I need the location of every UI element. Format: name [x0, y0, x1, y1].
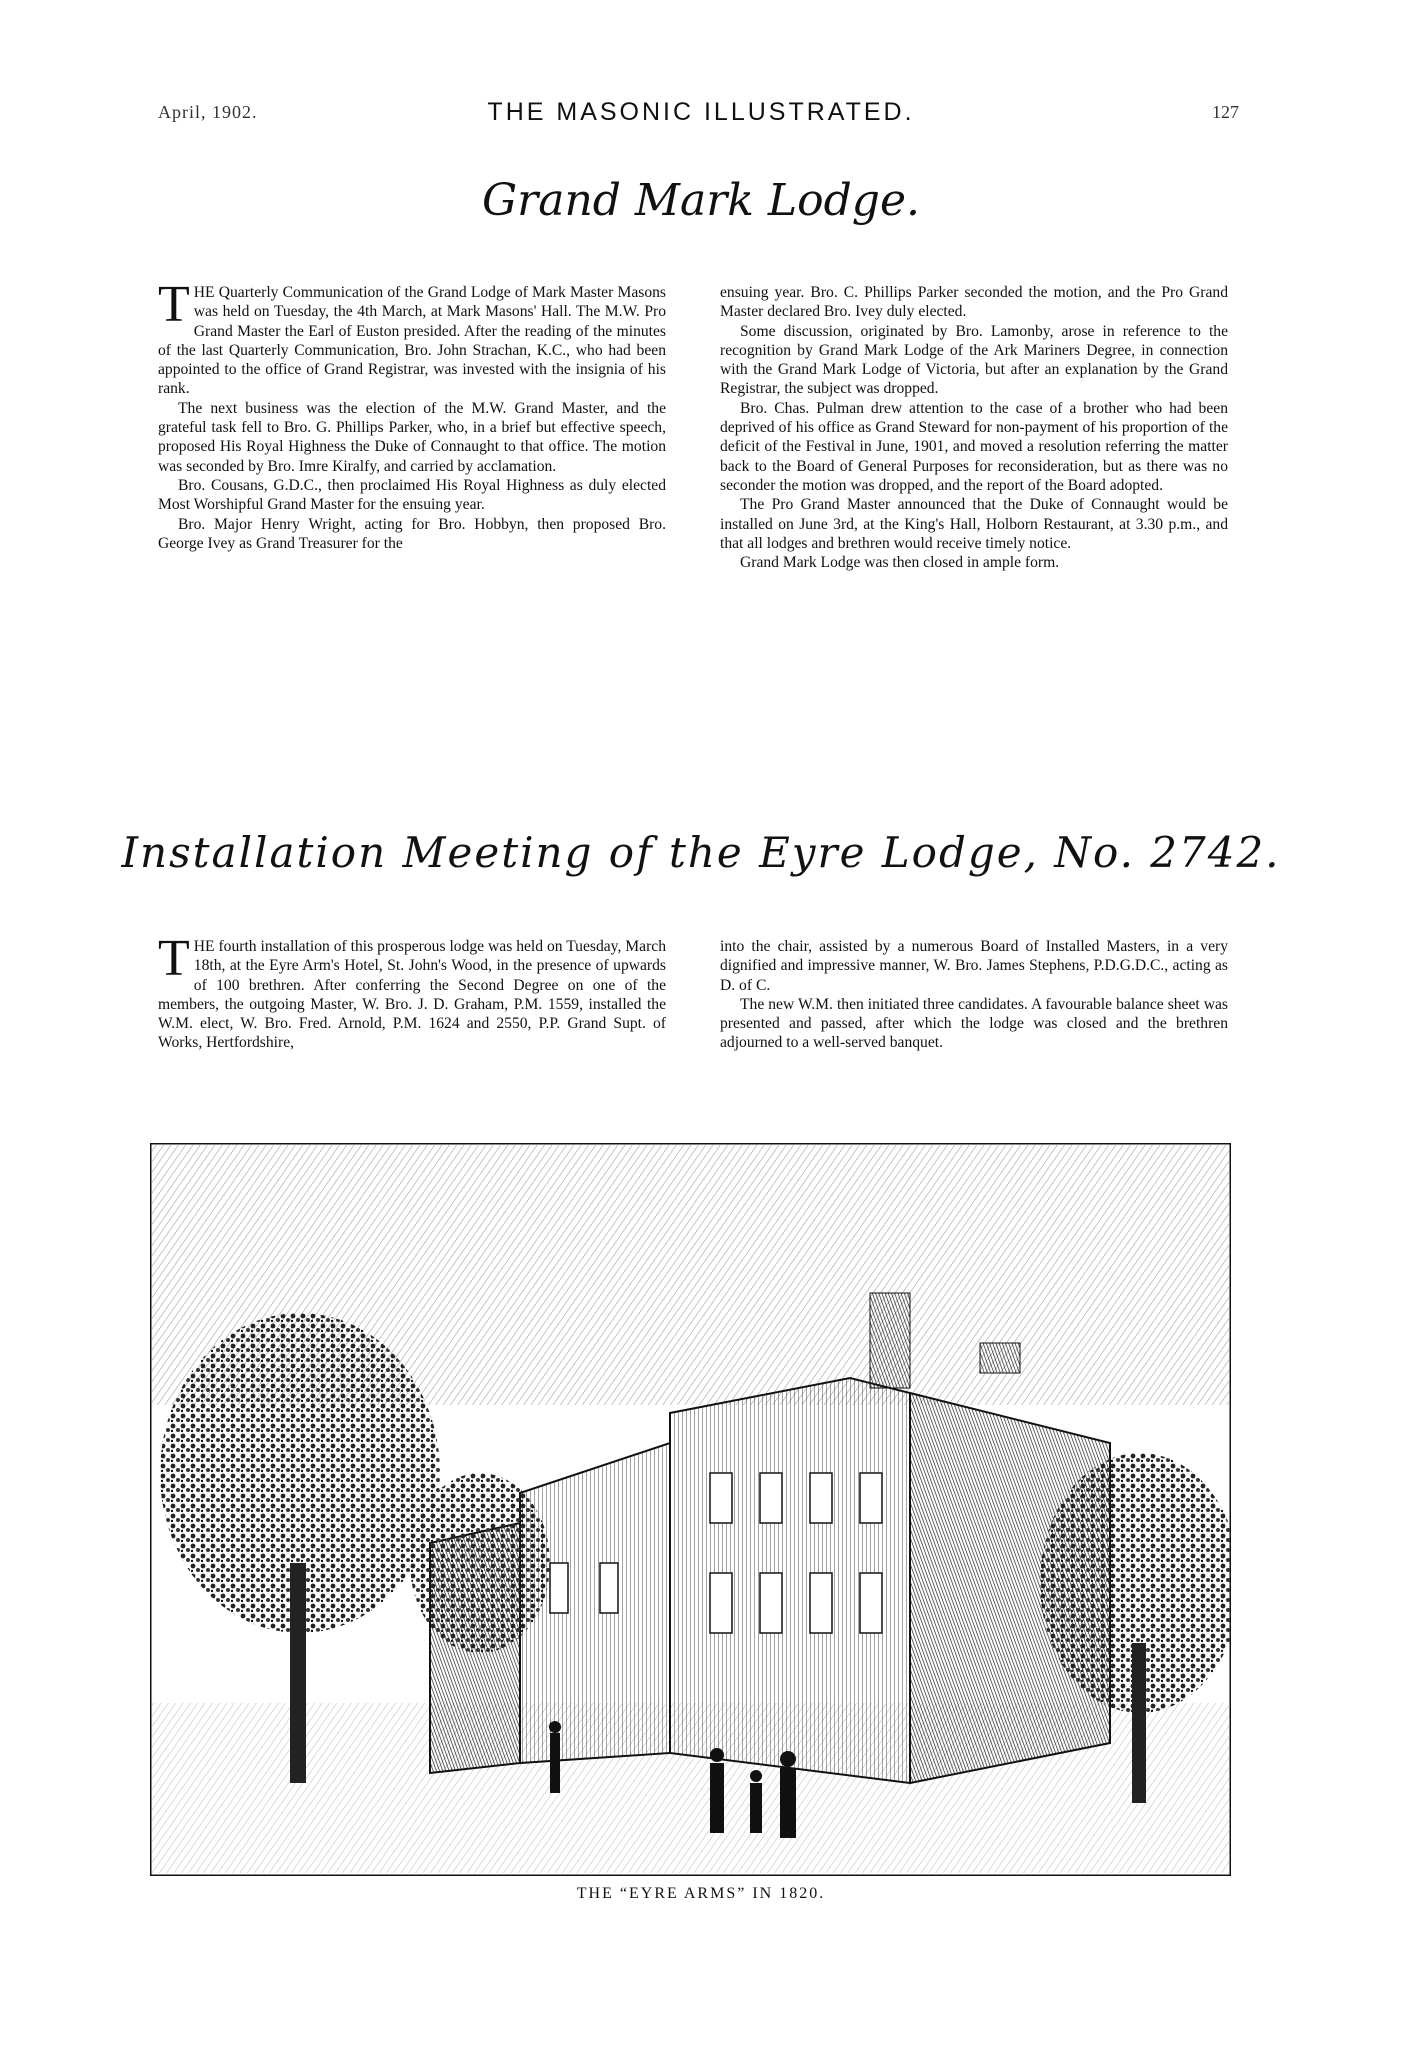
- article2-paragraph-2: The new W.M. then initiated three candidates. A favourable balance sheet was presented and passed, after which the lodge was closed and the brethren adjourned to a well-served banquet.: [720, 995, 1228, 1052]
- article2-column-right: [720, 937, 1228, 1053]
- article1-paragraph-4-cont: ensuing year. Bro. C. Phillips Parker seconded the motion, and the Pro Grand Master declared Bro. Ivey duly elected.: [720, 284, 1228, 321]
- article2-paragraph-1: THE fourth installation of this prosperous lodge was held on Tuesday, March 18th, at the Eyre Arm's Hotel, St. John's Wood, in the presence of upwards of 100 brethren. After conferring the Second Degree on one of the members, the outgoing Master, W. Bro. J. D. Graham, P.M. 1559, installed the W.M. elect, W. Bro. Fred. Arnold, P.M. 1624 and 2550, P.P. Grand Supt. of Works, Hertfordshire,: [158, 930, 666, 1052]
- article1-paragraph-3: Bro. Cousans, G.D.C., then proclaimed His Royal Highness as duly elected Most Worshipful Grand Master for the ensuing year.: [158, 476, 666, 514]
- page-number: 127: [1212, 102, 1239, 122]
- eyre-arms-engraving: [150, 1143, 1231, 1876]
- article2-column-left: [158, 930, 666, 1053]
- running-header: [0, 98, 1402, 128]
- article1-paragraph-2: The next business was the election of the M.W. Grand Master, and the grateful task fell to Bro. G. Phillips Parker, who, in a brief but effective speech, proposed His Royal Highness the Duke of Connaught to that office. The motion was seconded by Bro. Imre Kiralfy, and carried by acclamation.: [158, 399, 666, 475]
- article-title-grand-mark-lodge: Grand Mark Lodge.: [482, 175, 920, 226]
- illustration-caption: THE “EYRE ARMS” IN 1820.: [576, 1885, 826, 1902]
- article1-paragraph-7: The Pro Grand Master announced that the Duke of Connaught would be installed on June 3rd, at the King's Hall, Holborn Restaurant, at 3.30 p.m., and that all lodges and brethren would receive timely notice.: [720, 496, 1228, 552]
- article1-paragraph-8: Grand Mark Lodge was then closed in ample form.: [740, 554, 1060, 572]
- article1-paragraph-6: Bro. Chas. Pulman drew attention to the case of a brother who had been deprived of his office as Grand Steward for non-payment of his proportion of the deficit of the Festival in June, 1901, and moved a resolution referring the matter back to the Board of General Purposes for reconsideration, but as there was no seconder the motion was dropped, and the report of the Board adopted.: [720, 399, 1228, 494]
- magazine-title: THE MASONIC ILLUSTRATED.: [487, 98, 915, 126]
- article1-paragraph-4: Bro. Major Henry Wright, acting for Bro. Hobbyn, then proposed Bro. George Ivey as Grand Treasurer for the: [158, 515, 666, 552]
- article1-column-left: [158, 276, 666, 553]
- article2-paragraph-1-cont: into the chair, assisted by a numerous Board of Installed Masters, in a very dignified and impressive manner, W. Bro. James Stephens, P.D.G.D.C., acting as D. of C.: [720, 938, 1228, 994]
- article1-paragraph-5: Some discussion, originated by Bro. Lamonby, arose in reference to the recognition by Grand Mark Lodge of the Ark Mariners Degree, in connection with the Grand Mark Lodge of Victoria, but after an explanation by the Grand Registrar, the subject was dropped.: [720, 322, 1228, 398]
- issue-date: April, 1902.: [158, 102, 258, 122]
- drop-cap: T: [158, 930, 190, 987]
- article1-column-right: [720, 283, 1228, 572]
- drop-cap: T: [158, 276, 190, 333]
- article1-paragraph-1: THE Quarterly Communication of the Grand Lodge of Mark Master Masons was held on Tuesday, the 4th March, at Mark Masons' Hall. The M.W. Pro Grand Master the Earl of Euston presided. After the reading of the minutes of the last Quarterly Communication, Bro. John Strachan, K.C., who had been appointed to the office of Grand Registrar, was invested with the insignia of his rank.: [158, 276, 666, 398]
- article-title-eyre-lodge: Installation Meeting of the Eyre Lodge, No. 2742.: [121, 828, 1281, 877]
